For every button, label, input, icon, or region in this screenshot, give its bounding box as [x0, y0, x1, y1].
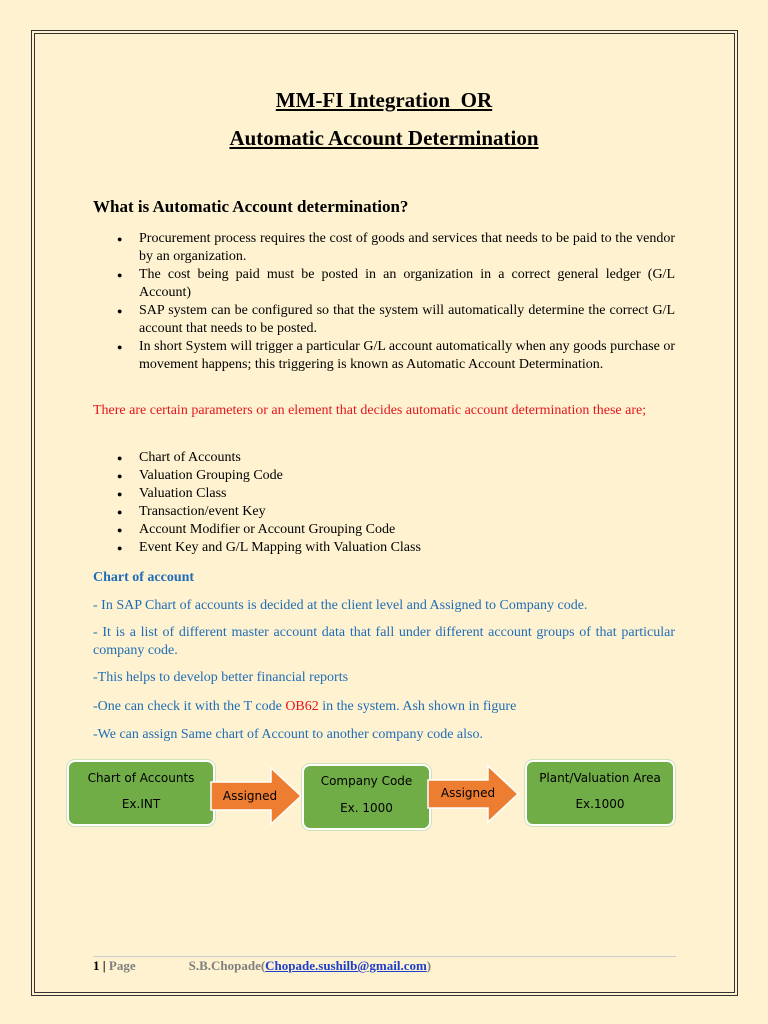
list-item: ● Event Key and G/L Mapping with Valuation Class: [139, 539, 675, 557]
list-item: ● Account Modifier or Account Grouping Code: [139, 521, 675, 539]
definition-bullet-list: [139, 230, 675, 374]
coa-paragraph-3: -This helps to develop better financial reports: [93, 670, 349, 685]
page-label: Page: [108, 958, 136, 973]
box-label: Company Code: [320, 774, 413, 788]
page-number: 1: [93, 958, 100, 973]
list-item: ● Valuation Grouping Code: [139, 467, 675, 485]
arrow-label-1: Assigned: [222, 789, 278, 803]
section-heading: What is Automatic Account determination?: [93, 197, 409, 216]
tcode-text: OB62: [285, 699, 319, 714]
footer-close: ): [426, 958, 432, 973]
list-item: ● Chart of Accounts: [139, 449, 675, 467]
footer-separator: |: [99, 958, 109, 973]
coa-paragraph-4-tail: in the system. Ash shown in figure: [318, 699, 517, 714]
box-sub: Ex.1000: [575, 797, 625, 811]
parameters-intro: There are certain parameters or an element that decides automatic account determination these are;: [93, 403, 647, 418]
plant-valuation-area-box: [525, 760, 675, 826]
coa-paragraph-5: -We can assign Same chart of Account to another company code also.: [93, 727, 483, 742]
box-label: Chart of Accounts: [87, 771, 195, 785]
coa-paragraph-1: - In SAP Chart of accounts is decided at the client level and Assigned to Company code.: [93, 598, 588, 613]
list-item: ● Procurement process requires the cost of goods and services that needs to be paid to the vendor by an organization.: [139, 230, 675, 266]
list-item: ● Valuation Class: [139, 485, 675, 503]
list-item: ● The cost being paid must be posted in an organization in a correct general ledger (G/L Account): [139, 266, 675, 302]
box-label: Plant/Valuation Area: [539, 771, 661, 785]
arrow-label-2: Assigned: [440, 786, 496, 800]
list-item: ● In short System will trigger a particular G/L account automatically when any goods purchase or movement happens; this triggering is known as Automatic Account Determination.: [139, 338, 675, 374]
chart-of-account-heading: Chart of account: [93, 570, 195, 585]
list-item: ● Transaction/event Key: [139, 503, 675, 521]
email-link[interactable]: Chopade.sushilb@gmail.com: [265, 958, 427, 973]
coa-paragraph-4-text: -One can check it with the T code: [93, 699, 286, 714]
coa-paragraph-2: - It is a list of different master account data that fall under different account groups of that particular company code.: [93, 625, 675, 658]
page-footer: [93, 958, 431, 974]
title-line-1: MM-FI Integration OR: [275, 88, 493, 112]
coa-paragraph-4: [93, 698, 675, 716]
chart-of-accounts-box: [67, 760, 215, 826]
footer-divider: [93, 956, 676, 957]
parameters-list: [139, 449, 675, 557]
footer-author: S.B.Chopade(: [188, 958, 266, 973]
list-item: ● SAP system can be configured so that the system will automatically determine the correct G/L account that needs to be posted.: [139, 302, 675, 338]
company-code-box: [302, 764, 431, 830]
title-line-2: Automatic Account Determination: [229, 126, 539, 150]
box-sub: Ex. 1000: [340, 801, 393, 815]
box-sub: Ex.INT: [121, 797, 161, 811]
